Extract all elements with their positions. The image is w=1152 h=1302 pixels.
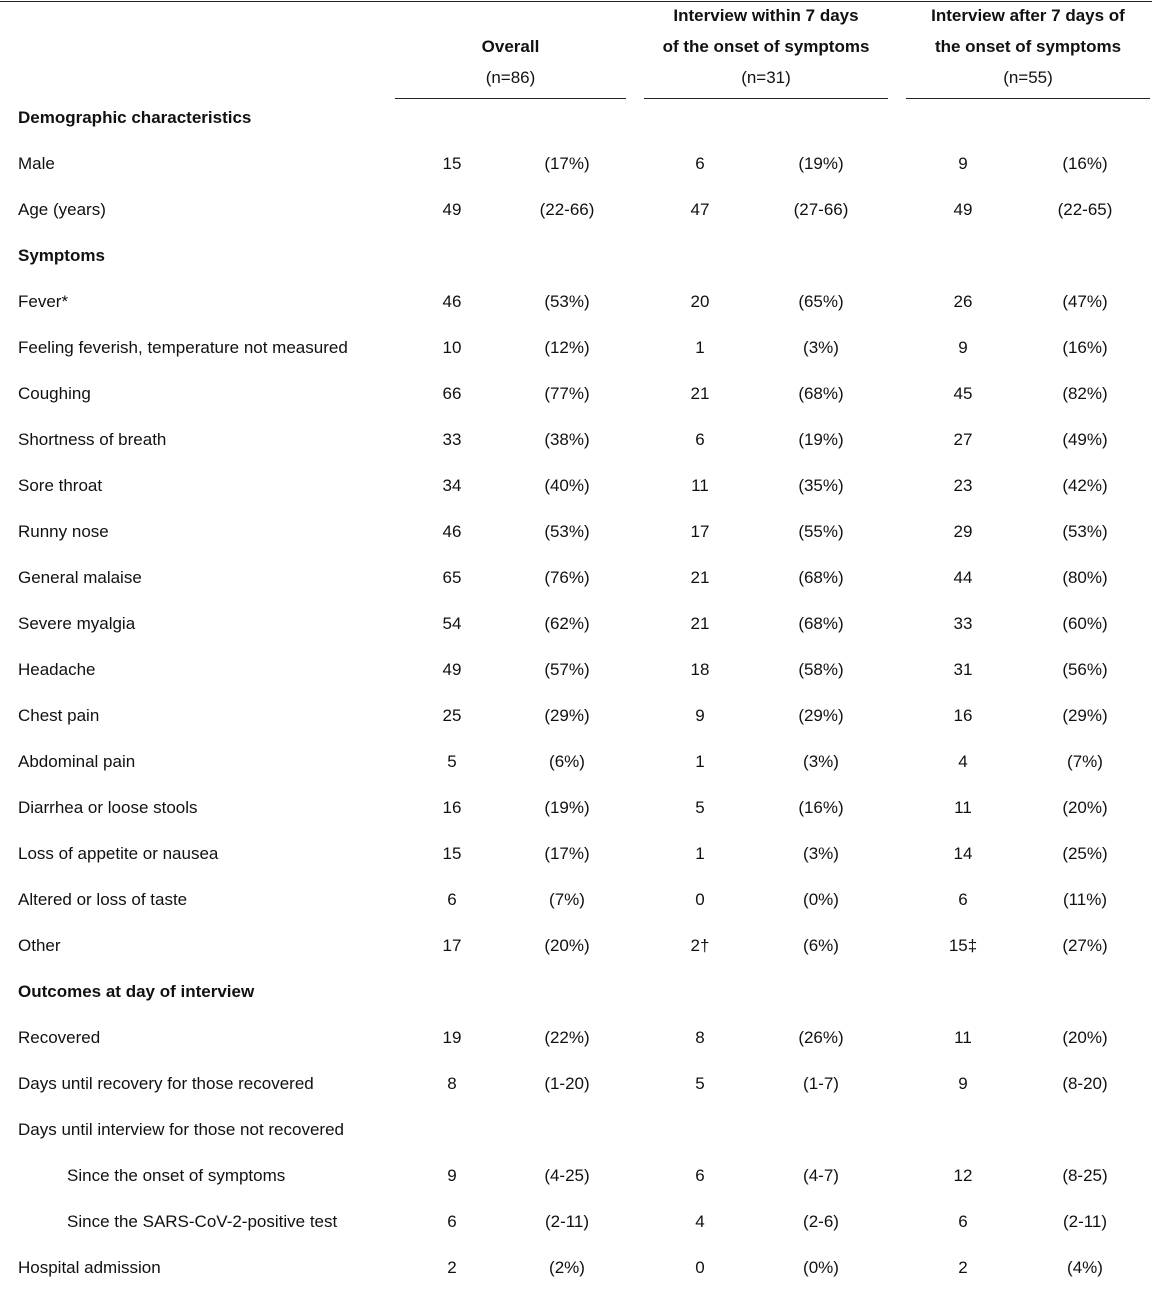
- row-label: Since the SARS-CoV-2-positive test: [67, 1212, 338, 1231]
- cell-within-7-count: 4: [695, 1212, 705, 1231]
- cell-overall-count: 6: [447, 890, 457, 909]
- row-label: Runny nose: [18, 522, 109, 541]
- cell-overall-count: 5: [447, 752, 457, 771]
- column-header-line2: Overall: [481, 37, 540, 56]
- cell-after-7-count: 44: [953, 568, 973, 587]
- section-header-row: [0, 980, 1152, 1026]
- cell-overall-percent: (1-20): [544, 1074, 590, 1093]
- cell-after-7-count: 23: [953, 476, 973, 495]
- cell-overall-percent: (53%): [544, 292, 590, 311]
- cell-overall-percent: (22-66): [539, 200, 595, 219]
- cell-within-7-percent: (1-7): [803, 1074, 839, 1093]
- cell-overall-count: 2: [447, 1258, 457, 1277]
- cell-after-7-percent: (56%): [1062, 660, 1108, 679]
- cell-after-7-percent: (60%): [1062, 614, 1108, 633]
- cell-overall-percent: (77%): [544, 384, 590, 403]
- cell-overall-count: 33: [442, 430, 462, 449]
- cell-within-7-count: 6: [695, 1166, 705, 1185]
- cell-within-7-count: 20: [690, 292, 710, 311]
- cell-overall-percent: (57%): [544, 660, 590, 679]
- cell-within-7-count: 2†: [690, 936, 710, 955]
- cell-within-7-percent: (68%): [798, 614, 844, 633]
- row-label: Diarrhea or loose stools: [18, 798, 198, 817]
- cell-within-7-count: 18: [690, 660, 710, 679]
- column-header-line2: of the onset of symptoms: [662, 37, 870, 56]
- column-header-within-7-days: [636, 0, 896, 93]
- cell-after-7-count: 6: [958, 1212, 968, 1231]
- cell-overall-percent: (4-25): [544, 1166, 590, 1185]
- cell-within-7-count: 0: [695, 1258, 705, 1277]
- row-label: Shortness of breath: [18, 430, 167, 449]
- cell-after-7-count: 6: [958, 890, 968, 909]
- cell-within-7-percent: (3%): [803, 338, 839, 357]
- cell-overall-percent: (17%): [544, 154, 590, 173]
- cell-within-7-count: 5: [695, 1074, 705, 1093]
- cell-after-7-percent: (4%): [1067, 1258, 1103, 1277]
- table-row: [0, 1026, 1152, 1072]
- cell-within-7-percent: (0%): [803, 1258, 839, 1277]
- row-label: Recovered: [18, 1028, 101, 1047]
- cell-after-7-percent: (11%): [1062, 890, 1108, 909]
- cell-overall-percent: (17%): [544, 844, 590, 863]
- column-header-n: (n=55): [1003, 68, 1053, 87]
- column-rule-after-7-days: [906, 98, 1150, 99]
- cell-overall-count: 46: [442, 292, 462, 311]
- cell-overall-percent: (2-11): [544, 1212, 590, 1231]
- row-label: Altered or loss of taste: [18, 890, 188, 909]
- cell-after-7-percent: (20%): [1062, 1028, 1108, 1047]
- cell-after-7-percent: (53%): [1062, 522, 1108, 541]
- row-label: Days until recovery for those recovered: [18, 1074, 314, 1093]
- cell-overall-count: 49: [442, 660, 462, 679]
- cell-after-7-count: 29: [953, 522, 973, 541]
- cell-after-7-count: 11: [954, 1028, 972, 1047]
- table-row: [0, 520, 1152, 566]
- cell-within-7-percent: (58%): [798, 660, 844, 679]
- table-row: [0, 290, 1152, 336]
- row-label: Since the onset of symptoms: [67, 1166, 286, 1185]
- section-header-row: [0, 244, 1152, 290]
- table-row: [0, 1256, 1152, 1302]
- cell-overall-percent: (62%): [544, 614, 590, 633]
- cell-after-7-percent: (47%): [1062, 292, 1108, 311]
- cell-within-7-count: 6: [695, 154, 705, 173]
- table-row: [0, 382, 1152, 428]
- cell-within-7-percent: (55%): [798, 522, 844, 541]
- cell-within-7-count: 21: [690, 614, 710, 633]
- row-label: Sore throat: [18, 476, 103, 495]
- column-header-line1: [395, 0, 626, 31]
- cell-overall-count: 54: [442, 614, 462, 633]
- cell-within-7-percent: (27-66): [793, 200, 849, 219]
- cell-within-7-count: 17: [690, 522, 710, 541]
- section-title: Symptoms: [18, 246, 105, 265]
- cell-after-7-percent: (8-20): [1062, 1074, 1108, 1093]
- row-label: Fever*: [18, 292, 69, 311]
- cell-after-7-count: 9: [958, 338, 968, 357]
- row-label: Chest pain: [18, 706, 100, 725]
- cell-after-7-count: 2: [958, 1258, 968, 1277]
- cell-within-7-percent: (65%): [798, 292, 844, 311]
- cell-after-7-percent: (7%): [1067, 752, 1103, 771]
- cell-within-7-percent: (16%): [798, 798, 844, 817]
- table-row: [0, 428, 1152, 474]
- row-label: Days until interview for those not recovered: [18, 1120, 344, 1139]
- cell-within-7-percent: (26%): [798, 1028, 844, 1047]
- cell-within-7-count: 1: [695, 752, 705, 771]
- column-header-line2: the onset of symptoms: [934, 37, 1122, 56]
- table-row: [0, 566, 1152, 612]
- cell-after-7-percent: (20%): [1062, 798, 1108, 817]
- cell-within-7-count: 47: [690, 200, 710, 219]
- cell-after-7-percent: (16%): [1062, 154, 1108, 173]
- cell-within-7-percent: (2-6): [803, 1212, 839, 1231]
- cell-within-7-count: 6: [695, 430, 705, 449]
- cell-after-7-count: 16: [953, 706, 973, 725]
- row-label: Loss of appetite or nausea: [18, 844, 219, 863]
- cell-within-7-percent: (0%): [803, 890, 839, 909]
- cell-within-7-count: 9: [695, 706, 705, 725]
- cell-overall-percent: (19%): [544, 798, 590, 817]
- section-title: Outcomes at day of interview: [18, 982, 255, 1001]
- cell-overall-percent: (7%): [549, 890, 585, 909]
- row-label: Feeling feverish, temperature not measured: [18, 338, 348, 357]
- column-header-after-7-days: [900, 0, 1152, 93]
- cell-overall-count: 16: [442, 798, 462, 817]
- row-label: Headache: [18, 660, 96, 679]
- cell-within-7-percent: (35%): [798, 476, 844, 495]
- cell-overall-count: 46: [442, 522, 462, 541]
- cell-overall-count: 9: [447, 1166, 457, 1185]
- cell-overall-percent: (40%): [544, 476, 590, 495]
- cell-after-7-count: 9: [958, 154, 968, 173]
- cell-within-7-count: 11: [691, 476, 709, 495]
- cell-after-7-count: 27: [953, 430, 973, 449]
- row-label: Age (years): [18, 200, 106, 219]
- cell-after-7-percent: (16%): [1062, 338, 1108, 357]
- cell-after-7-count: 4: [958, 752, 968, 771]
- cell-overall-percent: (38%): [544, 430, 590, 449]
- cell-overall-count: 49: [442, 200, 462, 219]
- cell-within-7-count: 0: [695, 890, 705, 909]
- row-label: Coughing: [18, 384, 91, 403]
- column-header-line1: Interview within 7 days: [673, 6, 859, 25]
- cell-overall-percent: (20%): [544, 936, 590, 955]
- column-header-overall: [395, 0, 626, 93]
- cell-overall-count: 10: [442, 338, 462, 357]
- cell-overall-count: 66: [442, 384, 462, 403]
- section-header-row: [0, 106, 1152, 152]
- cell-within-7-count: 21: [690, 568, 710, 587]
- cell-after-7-count: 49: [953, 200, 973, 219]
- table-row: [0, 704, 1152, 750]
- table-row: [0, 842, 1152, 888]
- cell-overall-percent: (29%): [544, 706, 590, 725]
- cell-within-7-percent: (29%): [798, 706, 844, 725]
- cell-after-7-count: 9: [958, 1074, 968, 1093]
- cell-overall-percent: (12%): [544, 338, 590, 357]
- cell-after-7-count: 11: [954, 798, 972, 817]
- table-row: [0, 612, 1152, 658]
- row-label: Abdominal pain: [18, 752, 136, 771]
- row-label: Hospital admission: [18, 1258, 161, 1277]
- cell-overall-count: 19: [442, 1028, 462, 1047]
- cell-after-7-count: 12: [953, 1166, 973, 1185]
- table-row: [0, 152, 1152, 198]
- cell-within-7-percent: (3%): [803, 844, 839, 863]
- cell-within-7-count: 5: [695, 798, 705, 817]
- table-row: [0, 888, 1152, 934]
- cell-within-7-percent: (68%): [798, 568, 844, 587]
- table-row: [0, 796, 1152, 842]
- table-row: [0, 658, 1152, 704]
- cell-after-7-count: 14: [953, 844, 973, 863]
- column-header-line1: Interview after 7 days of: [931, 6, 1125, 25]
- cell-after-7-count: 33: [953, 614, 973, 633]
- table-row: [0, 336, 1152, 382]
- cell-within-7-percent: (4-7): [803, 1166, 839, 1185]
- cell-within-7-count: 21: [690, 384, 710, 403]
- row-label: Male: [18, 154, 55, 173]
- cell-overall-percent: (22%): [544, 1028, 590, 1047]
- cell-after-7-count: 26: [953, 292, 973, 311]
- cell-after-7-percent: (8-25): [1062, 1166, 1108, 1185]
- cell-after-7-percent: (2-11): [1062, 1212, 1108, 1231]
- cell-after-7-percent: (25%): [1062, 844, 1108, 863]
- table-row: [0, 1072, 1152, 1118]
- cell-after-7-count: 15‡: [948, 936, 978, 955]
- column-rule-overall: [395, 98, 626, 99]
- cell-after-7-percent: (42%): [1062, 476, 1108, 495]
- cell-overall-count: 15: [442, 154, 462, 173]
- cell-after-7-count: 45: [953, 384, 973, 403]
- section-title: Demographic characteristics: [18, 108, 252, 127]
- cell-overall-count: 6: [447, 1212, 457, 1231]
- cell-within-7-count: 1: [695, 338, 705, 357]
- cell-after-7-percent: (49%): [1062, 430, 1108, 449]
- table-row: [0, 474, 1152, 520]
- cell-after-7-percent: (80%): [1062, 568, 1108, 587]
- cell-overall-percent: (53%): [544, 522, 590, 541]
- cell-overall-percent: (6%): [549, 752, 585, 771]
- cell-within-7-count: 8: [695, 1028, 705, 1047]
- cell-within-7-percent: (3%): [803, 752, 839, 771]
- cell-within-7-percent: (19%): [798, 154, 844, 173]
- cell-overall-count: 17: [442, 936, 462, 955]
- table-row: [0, 1164, 1152, 1210]
- table-row: [0, 198, 1152, 244]
- cell-after-7-percent: (82%): [1062, 384, 1108, 403]
- row-label: Other: [18, 936, 61, 955]
- cell-overall-count: 25: [442, 706, 462, 725]
- column-header-n: (n=86): [485, 68, 536, 87]
- cell-after-7-percent: (27%): [1062, 936, 1108, 955]
- cell-overall-count: 15: [442, 844, 462, 863]
- table-row: [0, 934, 1152, 980]
- column-rule-within-7-days: [644, 98, 888, 99]
- column-header-n: (n=31): [741, 68, 791, 87]
- cell-after-7-count: 31: [953, 660, 973, 679]
- cell-within-7-percent: (68%): [798, 384, 844, 403]
- cell-within-7-count: 1: [695, 844, 705, 863]
- cell-after-7-percent: (22-65): [1057, 200, 1113, 219]
- row-label: General malaise: [18, 568, 142, 587]
- cell-overall-count: 65: [442, 568, 462, 587]
- table-row: [0, 1118, 1152, 1164]
- cell-overall-count: 34: [442, 476, 462, 495]
- cell-overall-count: 8: [447, 1074, 457, 1093]
- cell-within-7-percent: (6%): [803, 936, 839, 955]
- table-row: [0, 1210, 1152, 1256]
- table-row: [0, 750, 1152, 796]
- cell-after-7-percent: (29%): [1062, 706, 1108, 725]
- cell-overall-percent: (76%): [544, 568, 590, 587]
- row-label: Severe myalgia: [18, 614, 136, 633]
- cell-within-7-percent: (19%): [798, 430, 844, 449]
- cell-overall-percent: (2%): [549, 1258, 585, 1277]
